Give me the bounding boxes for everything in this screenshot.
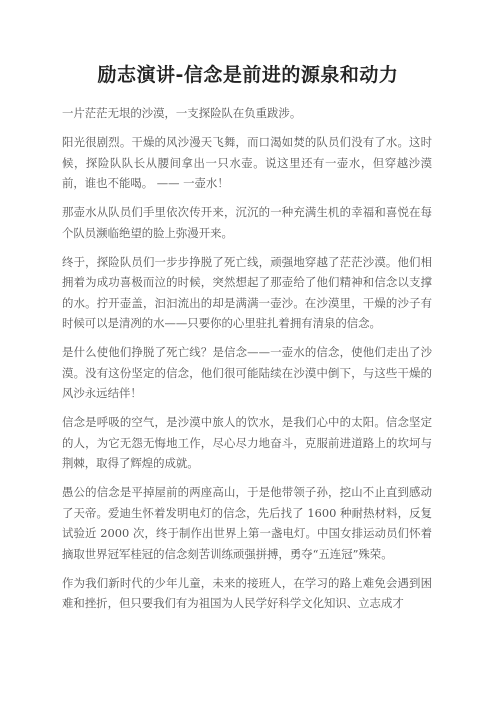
paragraph-5: 是什么使他们挣脱了死亡线？是信念——一壶水的信念，使他们走出了沙漠。没有这份坚定的信念，他们很可能陆续在沙漠中倒下，与这些干燥的风沙永远结伴！ xyxy=(62,345,432,400)
paragraph-4: 终于，探险队员们一步步挣脱了死亡线，顽强地穿越了茫茫沙漠。他们相拥着为成功喜极而泣的时候，突然想起了那壶给了他们精神和信念以支撑的水。拧开壶盖，汩汩流出的却是满满一壶沙。在沙漠里，干燥的沙子有时候可以是清冽的水——只要你的心里驻扎着拥有清泉的信念。 xyxy=(62,254,432,330)
paragraph-3: 那壶水从队员们手里依次传开来，沉沉的一种充满生机的幸福和喜悦在每个队员濒临绝望的脸上弥漫开来。 xyxy=(62,205,432,240)
paragraph-8: 作为我们新时代的少年儿童，未来的接班人，在学习的路上难免会遇到困难和挫折，但只要我们有为祖国为人民学好科学文化知识、立志成才 xyxy=(62,575,432,610)
paragraph-7: 愚公的信念是平掉屋前的两座高山，于是他带领子孙，挖山不止直到感动了天帝。爱迪生怀着发明电灯的信念，先后找了 1600 种耐热材料，反复试验近 2000 次，终于制作出世界上第一盏电灯。中国女排运动员们怀着摘取世界冠军桂冠的信念刻苦训练顽强拼搏，勇夺“五连冠”殊荣。 xyxy=(62,485,432,561)
paragraph-6: 信念是呼吸的空气，是沙漠中旅人的饮水，是我们心中的太阳。信念坚定的人，为它无怨无悔地工作，尽心尽力地奋斗，克服前进道路上的坎坷与荆棘，取得了辉煌的成就。 xyxy=(62,415,432,470)
paragraph-2: 阳光很剧烈。干燥的风沙漫天飞舞，而口渴如焚的队员们没有了水。这时候，探险队队长从腰间拿出一只水壶。说这里还有一壶水，但穿越沙漠前，谁也不能喝。 —— 一壶水！ xyxy=(62,135,432,190)
document-title: 励志演讲-信念是前进的源泉和动力 xyxy=(97,64,399,86)
paragraph-1: 一片茫茫无垠的沙漠，一支探险队在负重跋涉。 xyxy=(62,106,302,120)
document-body xyxy=(62,103,432,622)
